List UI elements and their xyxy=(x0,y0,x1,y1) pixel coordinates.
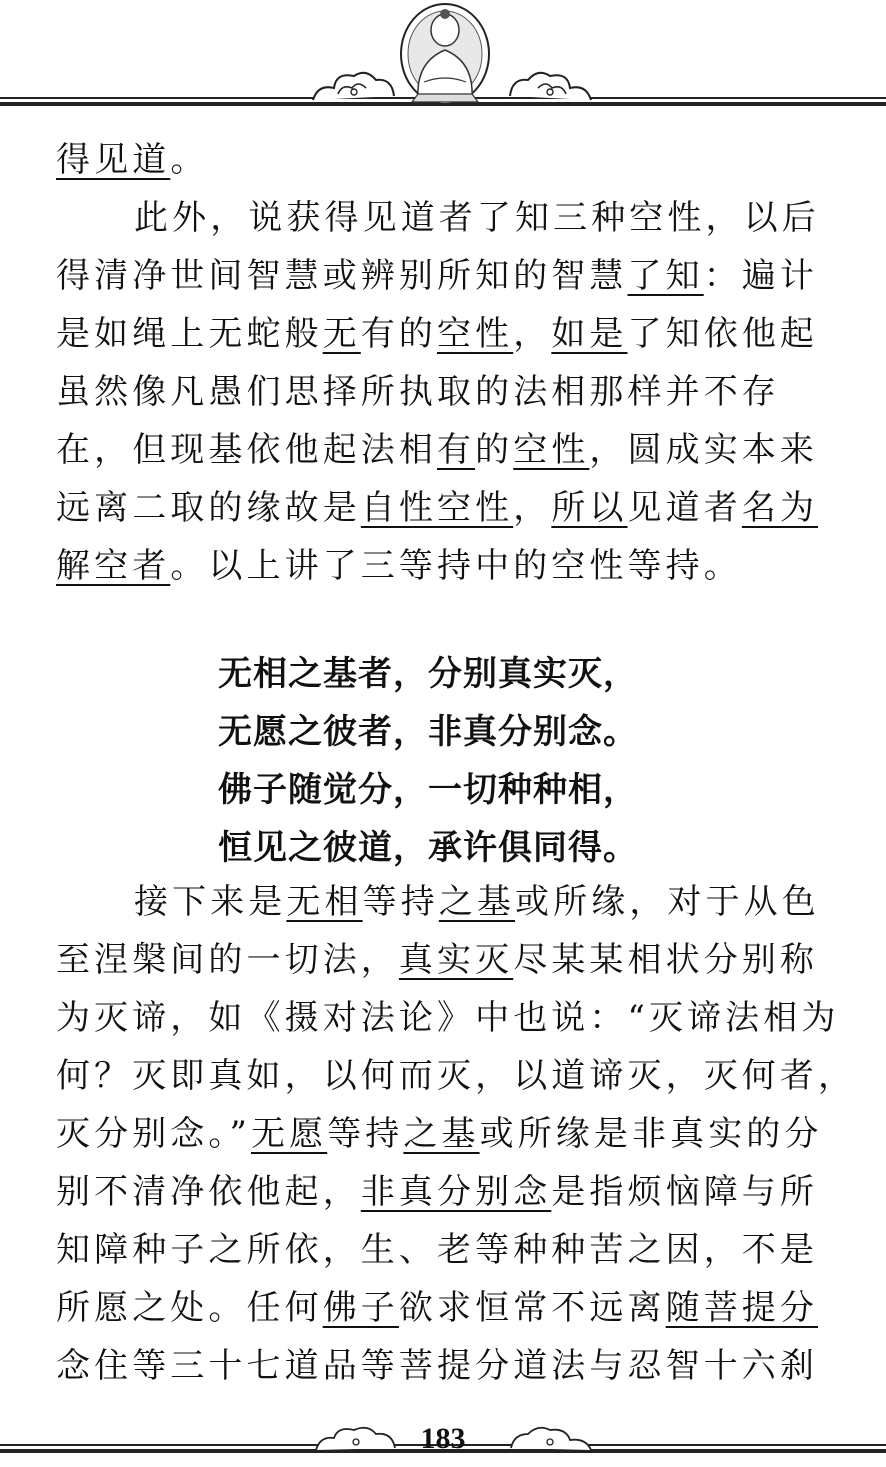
text-line xyxy=(56,989,846,1047)
text-run: ，圆成实本来 xyxy=(589,430,819,470)
text-run: 了知依他起 xyxy=(627,314,819,354)
underlined-term: 非真分别念 xyxy=(360,1172,552,1212)
text-line xyxy=(56,1163,846,1221)
text-line xyxy=(56,189,846,247)
underlined-term: 解空者 xyxy=(56,546,171,586)
text-run: 见道者 xyxy=(627,488,742,528)
underlined-term: 佛子 xyxy=(322,1288,399,1328)
underlined-term: 无愿 xyxy=(250,1114,328,1154)
text-run: 为灭谛，如《摄对法论》中也说：“灭谛法相为 xyxy=(56,998,840,1038)
page-number: 183 xyxy=(420,1422,466,1455)
underlined-term: 之基 xyxy=(438,882,516,922)
text-run: 接下来是 xyxy=(134,882,287,922)
underlined-term: 得见道 xyxy=(56,140,171,180)
cloud-ornament-icon xyxy=(506,66,596,106)
underlined-term: 无 xyxy=(322,314,361,354)
text-run: 的 xyxy=(475,430,514,470)
text-run: 灭分别念。” xyxy=(56,1114,251,1154)
underlined-term: 空性 xyxy=(513,430,590,470)
text-run: 。 xyxy=(170,140,209,180)
verse-line: 佛子随觉分，一切种种相， xyxy=(218,770,638,810)
text-line xyxy=(56,305,846,363)
paragraph-emptiness xyxy=(56,189,846,595)
cloud-ornament-icon xyxy=(308,66,398,106)
text-run: 或所缘是非真实的分 xyxy=(479,1114,823,1154)
text-run: ， xyxy=(513,314,552,354)
text-run: 或所缘，对于从色 xyxy=(515,882,820,922)
underlined-term: 名为 xyxy=(741,488,819,528)
text-line xyxy=(56,1221,846,1279)
text-line xyxy=(56,537,846,595)
text-run: 等持 xyxy=(327,1114,404,1154)
text-run: ：遍计 xyxy=(703,256,819,296)
text-run: 至涅槃间的一切法， xyxy=(56,940,399,980)
buddha-figure-icon xyxy=(398,2,492,110)
underlined-term: 之基 xyxy=(403,1114,480,1154)
text-line xyxy=(56,131,846,189)
text-line xyxy=(56,247,846,305)
underlined-term: 真实灭 xyxy=(398,940,514,980)
verse-line: 恒见之彼道，承许俱同得。 xyxy=(218,828,638,868)
text-line xyxy=(56,931,846,989)
underlined-term: 所以 xyxy=(551,488,628,528)
text-run: ， xyxy=(513,488,552,528)
underlined-term: 如是 xyxy=(551,314,628,354)
underlined-term: 有 xyxy=(437,430,476,470)
text-run: 虽然像凡愚们思择所执取的法相那样并不存 xyxy=(56,372,780,412)
underlined-term: 自性空性 xyxy=(360,488,514,528)
text-run: 有的 xyxy=(360,314,438,354)
text-run: 得清净世间智慧或辨别所知的智慧 xyxy=(56,256,628,296)
underlined-term: 了知 xyxy=(627,256,704,296)
text-run: 是指烦恼障与所 xyxy=(551,1172,819,1212)
text-line xyxy=(56,1337,846,1395)
text-run: 尽某某相状分别称 xyxy=(513,940,819,980)
verse-line: 无愿之彼者，非真分别念。 xyxy=(218,712,638,752)
text-line xyxy=(56,1105,846,1163)
text-line xyxy=(56,1047,857,1105)
text-line xyxy=(56,1279,846,1337)
text-run: 等持 xyxy=(362,882,439,922)
text-run: 别不清净依他起， xyxy=(56,1172,361,1212)
text-run: 。以上讲了三等持中的空性等持。 xyxy=(170,546,742,586)
verse-block xyxy=(218,645,778,877)
verse-line: 无相之基者，分别真实灭， xyxy=(218,654,638,694)
underlined-term: 随菩提分 xyxy=(665,1288,819,1328)
text-run: 在，但现基依他起法相 xyxy=(56,430,437,470)
underlined-term: 空性 xyxy=(437,314,514,354)
paragraph-signless xyxy=(56,873,857,1395)
text-run: 欲求恒常不远离 xyxy=(398,1288,666,1328)
text-run: 何？灭即真如，以何而灭，以道谛灭，灭何者， xyxy=(56,1056,857,1096)
text-run: 知障种子之所依，生、老等种种苦之因，不是 xyxy=(56,1230,818,1270)
text-run: 所愿之处。任何 xyxy=(56,1288,323,1328)
text-run: 此外，说获得见道者了知三种空性，以后 xyxy=(134,198,820,238)
text-run: 远离二取的缘故是 xyxy=(56,488,361,528)
text-line xyxy=(56,421,846,479)
text-line xyxy=(56,363,846,421)
text-line xyxy=(56,873,846,931)
underlined-term: 无相 xyxy=(286,882,363,922)
paragraph-continuation xyxy=(56,131,846,189)
text-line xyxy=(56,479,846,537)
text-run: 是如绳上无蛇般 xyxy=(56,314,323,354)
text-run: 念住等三十七道品等菩提分道法与忍智十六刹 xyxy=(56,1346,818,1386)
